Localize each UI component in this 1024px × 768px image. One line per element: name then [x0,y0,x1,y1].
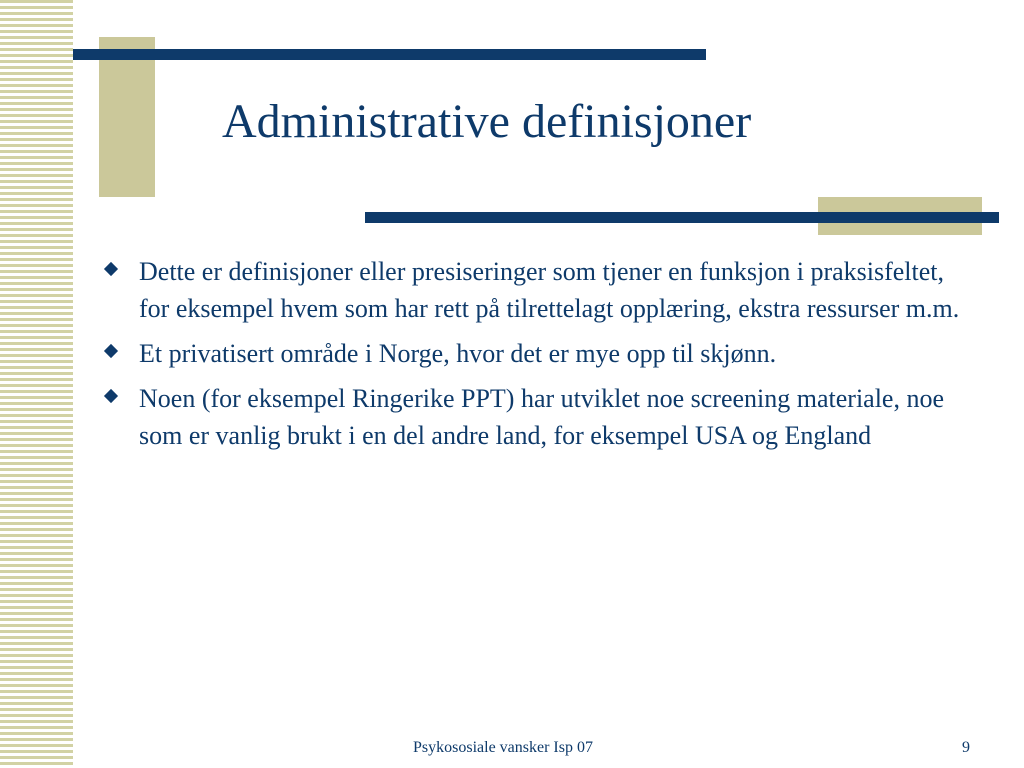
bullet-text: Et privatisert område i Norge, hvor det er mye opp til skjønn. [139,338,777,368]
slide-title: Administrative definisjoner [222,95,752,148]
diamond-bullet-icon [104,344,118,358]
decorative-block-top [99,37,155,197]
page-number: 9 [962,739,970,756]
diamond-bullet-icon [104,262,118,276]
decorative-rule-bottom [365,212,999,223]
bullet-item [104,336,964,373]
bullet-text: Noen (for eksempel Ringerike PPT) har utviklet noe screening materiale, noe som er vanlig brukt i en del andre land, for eksempel USA og England [139,383,945,450]
decorative-rule-top [73,49,706,60]
bullet-text: Dette er definisjoner eller presiseringer som tjener en funksjon i praksisfeltet, for eksempel hvem som har rett på tilrettelagt opplæring, ekstra ressurser m.m. [139,257,960,323]
bullet-item [104,381,964,455]
diamond-bullet-icon [104,389,118,403]
bullet-list [104,254,964,463]
decorative-stripes [0,0,73,768]
bullet-item [104,254,964,328]
footer-text: Psykososiale vansker Isp 07 [413,739,593,756]
